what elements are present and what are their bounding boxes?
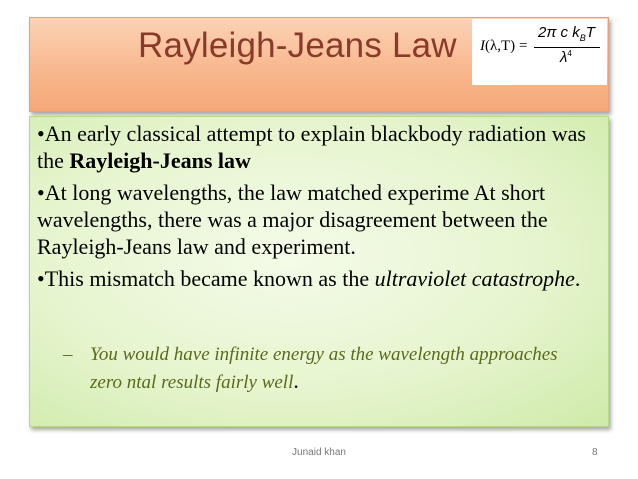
- formula: [472, 19, 607, 85]
- sub-bullet-dash: –: [63, 344, 73, 365]
- page-number: 8: [592, 447, 598, 458]
- formula-numerator-tail: T: [585, 24, 595, 41]
- formula-fraction-bar: [534, 47, 600, 48]
- formula-lhs: [480, 38, 527, 55]
- formula-denominator: [560, 49, 572, 66]
- formula-lhs-symbol: I: [480, 38, 485, 54]
- footer-author: Junaid khan: [292, 447, 346, 458]
- bullet-item: [37, 265, 597, 292]
- formula-denominator-sup: 4: [567, 49, 572, 58]
- bullet-text: •An early classical attempt to explain blackbody radiation was the: [37, 121, 586, 173]
- bullet-emphasis: ultraviolet catastrophe: [374, 266, 575, 291]
- formula-lhs-args: (λ,T): [485, 38, 516, 54]
- formula-equals: =: [518, 38, 528, 54]
- sub-bullet-body: [63, 342, 583, 396]
- formula-numerator-main: 2π c k: [538, 24, 580, 41]
- bullet-list: [37, 120, 597, 297]
- bullet-text: •At long wavelengths, the law matched experime At short wavelengths, there was a major disagreement between the Rayleigh-Jeans law and experiment.: [37, 180, 548, 259]
- sub-bullet-end: .: [293, 368, 299, 393]
- formula-numerator: [538, 24, 595, 43]
- bullet-emphasis: Rayleigh-Jeans law: [69, 148, 251, 173]
- bullet-item: [37, 120, 597, 174]
- bullet-text: •This mismatch became known as the: [37, 266, 375, 291]
- sub-bullet-text: You would have infinite energy as the wavelength approaches zero ntal results fairly well: [90, 344, 558, 393]
- bullet-item: [37, 179, 597, 260]
- formula-denominator-main: λ: [560, 49, 568, 66]
- formula-numerator-sub: B: [579, 33, 586, 43]
- slide-title: Rayleigh-Jeans Law: [138, 26, 457, 65]
- bullet-suffix: .: [574, 266, 581, 291]
- sub-bullet: [63, 342, 583, 396]
